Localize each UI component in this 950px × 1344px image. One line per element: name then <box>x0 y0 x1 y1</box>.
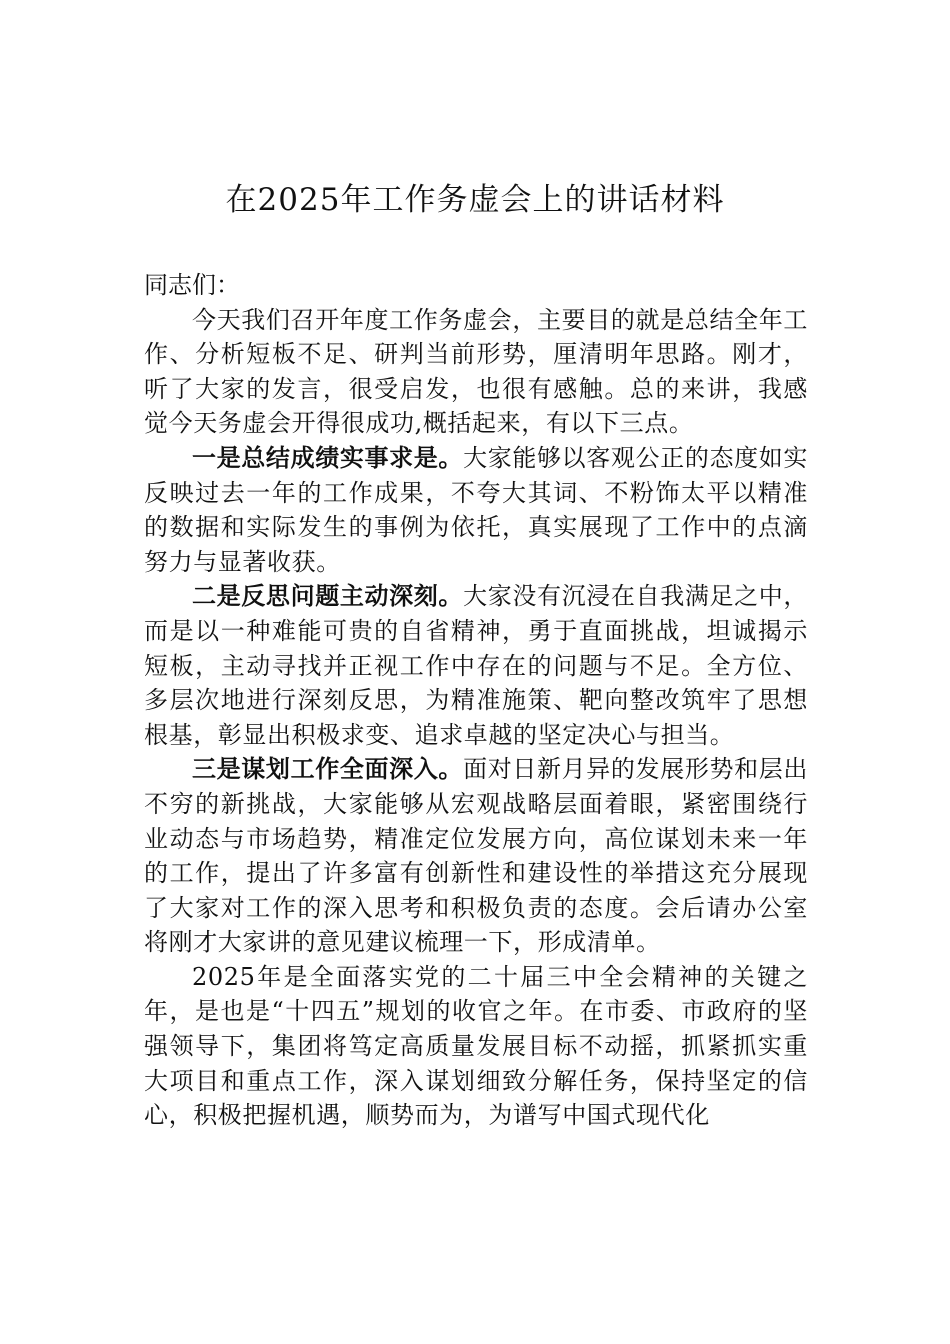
paragraph-text: 今天我们召开年度工作务虚会，主要目的就是总结全年工作、分析短板不足、研判当前形势，厘清明年思路。刚才，听了大家的发言，很受启发，也很有感触。总的来讲，我感觉今天务虚会开得很成功,概括起来，有以下三点。 <box>144 305 808 438</box>
paragraph-point-three <box>144 752 808 960</box>
paragraph-point-one <box>144 441 808 579</box>
paragraph-text: 2025年是全面落实党的二十届三中全会精神的关键之年，是也是“十四五”规划的收官之年。在市委、市政府的坚强领导下，集团将笃定高质量发展目标不动摇，抓紧抓实重大项目和重点工作，深入谋划细致分解任务，保持坚定的信心，积极把握机遇，顺势而为，为谱写中国式现代化 <box>144 962 808 1130</box>
paragraph-outlook <box>144 960 808 1133</box>
paragraph-text: 面对日新月异的发展形势和层出不穷的新挑战，大家能够从宏观战略层面着眼，紧密围绕行业动态与市场趋势，精准定位发展方向，高位谋划未来一年的工作，提出了许多富有创新性和建设性的举措这充分展现了大家对工作的深入思考和积极负责的态度。会后请办公室将刚才大家讲的意见建议梳理一下，形成清单。 <box>144 755 808 957</box>
document-title: 在2025年工作务虚会上的讲话材料 <box>225 182 725 218</box>
salutation: 同志们： <box>144 271 240 299</box>
paragraph-intro <box>144 303 808 441</box>
paragraph-lead: 一是总结成绩实事求是。 <box>192 442 464 472</box>
paragraph-point-two <box>144 579 808 752</box>
paragraph-lead: 三是谋划工作全面深入。 <box>192 754 464 784</box>
paragraph-text: 大家没有沉浸在自我满足之中，而是以一种难能可贵的自省精神，勇于直面挑战，坦诚揭示短板，主动寻找并正视工作中存在的问题与不足。全方位、多层次地进行深刻反思，为精准施策、靶向整改筑牢了思想根基，彰显出积极求变、追求卓越的坚定决心与担当。 <box>144 582 808 749</box>
document-body <box>144 268 808 1133</box>
paragraph-lead: 二是反思问题主动深刻。 <box>192 581 464 611</box>
paragraph-text: 大家能够以客观公正的态度如实反映过去一年的工作成果，不夸大其词、不粉饰太平以精准的数据和实际发生的事例为依托，真实展现了工作中的点滴努力与显著收获。 <box>144 443 808 576</box>
